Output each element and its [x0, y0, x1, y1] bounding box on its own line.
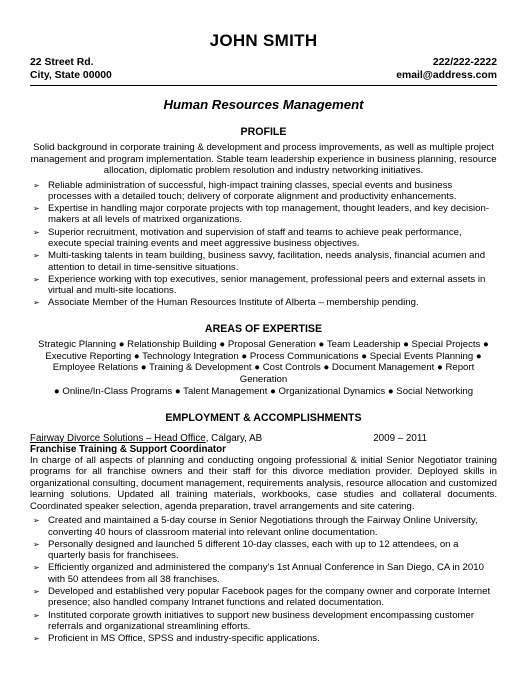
candidate-name: JOHN SMITH: [209, 31, 318, 50]
phone: 222/222-2222: [432, 57, 497, 68]
job-header: [30, 433, 497, 444]
arrow-bullet-icon: ➢: [33, 227, 40, 237]
list-item: ➢ Multi-tasking talents in team building, business savvy, facilitation, needs analysis, financial acumen and attention to detail in time-sensitive situations.: [33, 250, 486, 273]
expertise-heading: AREAS OF EXPERTISE: [204, 322, 323, 335]
expertise-list: [30, 339, 497, 398]
expertise-line: Strategic Planning ● Relationship Building ● Proposal Generation ● Team Leadership ● Special Projects ●: [38, 338, 489, 350]
address-block: [30, 56, 112, 82]
arrow-bullet-icon: ➢: [33, 563, 40, 573]
arrow-bullet-icon: ➢: [33, 251, 40, 261]
list-item: ➢ Proficient in MS Office, SPSS and industry-specific applications.: [33, 633, 320, 645]
arrow-bullet-icon: ➢: [33, 298, 40, 308]
job-dates: 2009 – 2011: [373, 432, 427, 444]
employment-heading: EMPLOYMENT & ACCOMPLISHMENTS: [165, 411, 362, 424]
list-item: ➢ Expertise in handling major corporate projects with top management, thought leaders, and key decision-makers at all levels of matrixed organizations.: [33, 203, 490, 226]
employer-line: [30, 433, 262, 444]
email: email@address.com: [396, 70, 497, 81]
list-item: ➢ Efficiently organized and administered the company’s 1st Annual Conference in San Diego, CA in 2010 with 50 attendees from all 38 franchises.: [33, 562, 484, 585]
arrow-bullet-icon: ➢: [33, 634, 40, 644]
expertise-line: ● Online/In-Class Programs ● Talent Management ● Organizational Dynamics ● Social Networking: [53, 385, 474, 397]
list-item: ➢ Developed and established very popular Facebook pages for the company owner and corporate Internet presence; also handled company Intranet functions and related documentation.: [33, 586, 491, 609]
address-line-1: 22 Street Rd.: [30, 57, 94, 68]
header-divider: [30, 85, 497, 86]
list-item: ➢ Superior recruitment, motivation and supervision of staff and teams to achieve peak performance, execute special training events and meet aggressive business objectives.: [33, 226, 462, 249]
list-item: ➢ Personally designed and launched 5 different 10-day classes, each with up to 12 attendees, on a quarterly basis for franchisees.: [33, 538, 459, 562]
arrow-bullet-icon: ➢: [33, 274, 40, 284]
contact-block: [30, 56, 497, 82]
job-bullets: [30, 515, 497, 644]
list-item: ➢ Associate Member of the Human Resources Institute of Alberta – membership pending.: [33, 297, 419, 309]
phone-email-block: [396, 56, 497, 82]
employer-name: Fairway Divorce Solutions – Head Office: [30, 432, 206, 444]
list-item: ➢ Experience working with top executives, senior management, professional peers and external assets in virtual and multi-site locations.: [33, 273, 486, 297]
arrow-bullet-icon: ➢: [33, 587, 40, 597]
arrow-bullet-icon: ➢: [33, 539, 40, 549]
job-role: Franchise Training & Support Coordinator: [30, 443, 226, 455]
resume-title: Human Resources Management: [163, 97, 364, 112]
arrow-bullet-icon: ➢: [33, 180, 40, 190]
profile-summary: Solid background in corporate training & development and process improvements, as well as multiple project management and program implementation. Stable team leadership experience in business planning, resource allocation, diplomatic problem resolution and industry networking initiatives.: [30, 142, 497, 176]
job-description: In charge of all aspects of planning and conducting ongoing professional & initial Senior Negotiator training programs for all franchise owners and their staff for this divorce mediation provider. Deployed skills in organizational consulting, document management, requirements analysis, resource allocation and customized learning solutions. Updated all training materials, workbooks, case studies and collateral documents. Coordinated speaker selection, agenda preparation, travel arrangements and site catering.: [30, 454, 497, 512]
list-item: ➢ Created and maintained a 5-day course in Senior Negotiations through the Fairway Online University, converting 40 hours of classroom material into relevant online documentation.: [33, 515, 478, 538]
arrow-bullet-icon: ➢: [33, 204, 40, 214]
employer-location: , Calgary, AB: [205, 432, 263, 444]
address-line-2: City, State 00000: [30, 70, 112, 81]
profile-heading: PROFILE: [240, 126, 287, 138]
list-item: ➢ Reliable administration of successful, high-impact training classes, special events and business processes with a detailed touch; delivery of corporate alignment and productivity enhancements.: [33, 179, 457, 202]
profile-bullets: [30, 180, 497, 309]
arrow-bullet-icon: ➢: [33, 610, 40, 620]
list-item: ➢ Instituted corporate growth initiatives to support new business development encompassing customer referrals and organizational streamlining efforts.: [33, 609, 475, 632]
expertise-line: Employee Relations ● Training & Development ● Cost Controls ● Document Management ● Report Generation: [52, 362, 475, 386]
arrow-bullet-icon: ➢: [33, 516, 40, 526]
expertise-line: Executive Reporting ● Technology Integration ● Process Communications ● Special Events Planning ●: [45, 350, 482, 362]
